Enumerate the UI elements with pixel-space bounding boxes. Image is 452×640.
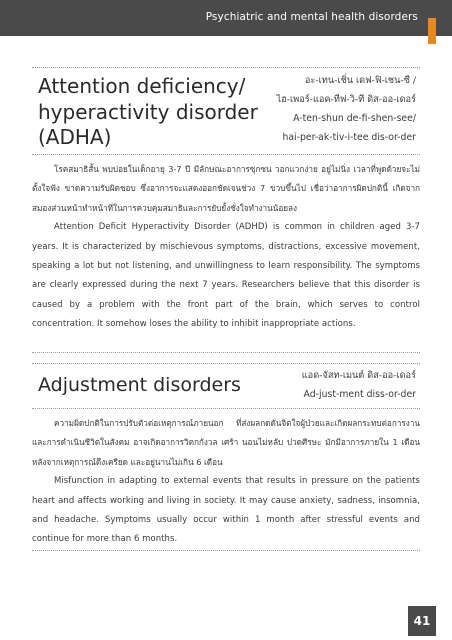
term-title [38, 74, 258, 151]
pron-latin-line: Ad-just-ment diss-or-der [303, 389, 416, 400]
header-accent-bar [428, 18, 436, 44]
entry-header-adhd [32, 67, 420, 155]
pron-thai-line: ไฮ-เพอร์-แอค-ทีฟ-วิ-ที ดิส-ออ-เดอร์ [276, 94, 416, 105]
term-line: (ADHA) [38, 125, 112, 149]
pron-thai-line: อะ-เทน-เชิ่น เดฟ-ฟิ-เชน-ซี / [304, 75, 416, 86]
term-line: Attention deficiency/ [38, 74, 246, 98]
page-number: 41 [413, 614, 431, 628]
entry-divider [32, 550, 420, 551]
english-paragraph: Misfunction in adapting to external events that results in pressure on the patients heart and affects working and living in society. It may cause anxiety, sadness, insomnia, and headache. Symptoms usually occur within 1 month after stressful events and continue for more than 6 months. [32, 476, 420, 545]
entry-divider [32, 352, 420, 353]
term-line: Adjustment disorders [38, 374, 241, 396]
entry-body-adhd [32, 160, 420, 335]
thai-paragraph: โรคสมาธิสั้น พบบ่อยในเด็กอายุ 3-7 ปี มีลักษณะอาการซุกซน วอกแวกง่าย อยู่ไม่นิ่ง เวลาที่พูดด้วยจะไม่ตั้งใจฟัง ขาดความรับผิดชอบ ซึ่งอาการจะแสดงออกชัดเจนช่วง 7 ขวบขึ้นไป เชื่อว่าอาการผิดปกตินี้ เกิดจากสมองส่วนหน้าทำหน้าที่ในการควบคุมสมาธิและการยับยั้งชั่งใจทำงานน้อยลง [32, 164, 420, 213]
pronunciation [302, 366, 416, 404]
term-line: hyperactivity disorder [38, 99, 258, 124]
page-number-box [408, 606, 436, 636]
pron-latin-line: hai-per-ak-tiv-i-tee dis-or-der [282, 132, 416, 143]
pron-thai-line: แอด-จัสท-เมนต์ ดิส-ออ-เดอร์ [301, 370, 416, 381]
pronunciation [276, 71, 416, 147]
page-header [0, 0, 452, 36]
entry-header-adjustment [32, 363, 420, 409]
entry-body-adjustment [32, 414, 420, 550]
term-title [38, 373, 241, 397]
pron-latin-line: A-ten-shun de-fi-shen-see/ [293, 113, 416, 124]
english-paragraph: Attention Deficit Hyperactivity Disorder (ADHD) is common in children aged 3-7 years. It is characterized by mischievous symptoms, distractions, excessive movement, speaking a lot but not listening, and unwillingness to learn responsibility. The symptoms are clearly expressed during the next 7 years. Researchers believe that this disorder is caused by a problem with the front part of the brain, which serves to control concentration. It somehow loses the ability to inhibit inappropriate actions. [32, 222, 420, 330]
thai-paragraph: ความผิดปกติในการปรับตัวต่อเหตุการณ์ภายนอก ที่ส่งผลกดดันจิตใจผู้ป่วยและเกิดผลกระทบต่อการงาน และการดำเนินชีวิตในสังคม อาจเกิดอาการวิตกกังวล เศร้า นอนไม่หลับ ปวดศีรษะ มักมีอาการภายใน 1 เดือนหลังจากเหตุการณ์ตึงเครียด และอยู่นานไม่เกิน 6 เดือน [32, 418, 420, 467]
header-title: Psychiatric and mental health disorders [205, 11, 418, 23]
